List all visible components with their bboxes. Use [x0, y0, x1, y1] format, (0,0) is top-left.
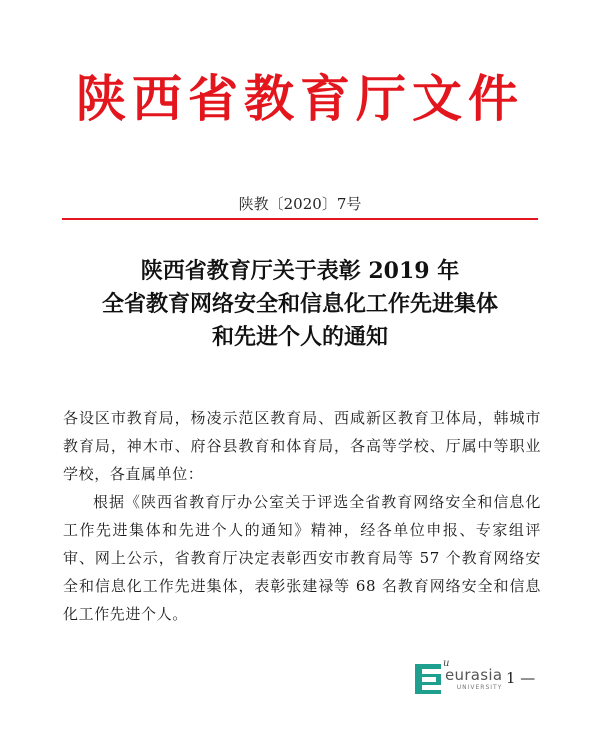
- logo-superscript: u: [443, 658, 450, 669]
- notice-title-line-3: 和先进个人的通知: [211, 324, 388, 350]
- notice-title-line-1: 陕西省教育厅关于表彰 2019 年: [140, 258, 460, 284]
- notice-title: [0, 255, 600, 354]
- logo-subtitle: UNIVERSITY: [456, 683, 503, 691]
- notice-title-line-2: 全省教育网络安全和信息化工作先进集体: [101, 291, 498, 317]
- page-number: 1 —: [506, 669, 536, 687]
- red-divider-line: [62, 218, 538, 220]
- document-body: [63, 404, 541, 628]
- document-number: 陕教〔2020〕7号: [238, 195, 362, 213]
- logo-name: eurasia: [445, 665, 503, 684]
- recipients-paragraph: 各设区市教育局，杨凌示范区教育局、西咸新区教育卫体局，韩城市教育局，神木市、府谷县教育和体育局，各高等学校、厅属中等职业学校，各直属单位：: [63, 409, 541, 483]
- document-header-title: 陕西省教育厅文件: [76, 69, 524, 128]
- eurasia-logo-mark-icon: [415, 658, 450, 694]
- eurasia-logo: [415, 658, 503, 696]
- body-paragraph-1: 根据《陕西省教育厅办公室关于评选全省教育网络安全和信息化工作先进集体和先进个人的通知》精神，经各单位申报、专家组评审、网上公示，省教育厅决定表彰西安市教育局等 57 个教育网络安全和信息化工作先进集体，表彰张建禄等 68 名教育网络安全和信息化工作先进个人。: [63, 493, 541, 623]
- logo-wordmark: [445, 665, 503, 691]
